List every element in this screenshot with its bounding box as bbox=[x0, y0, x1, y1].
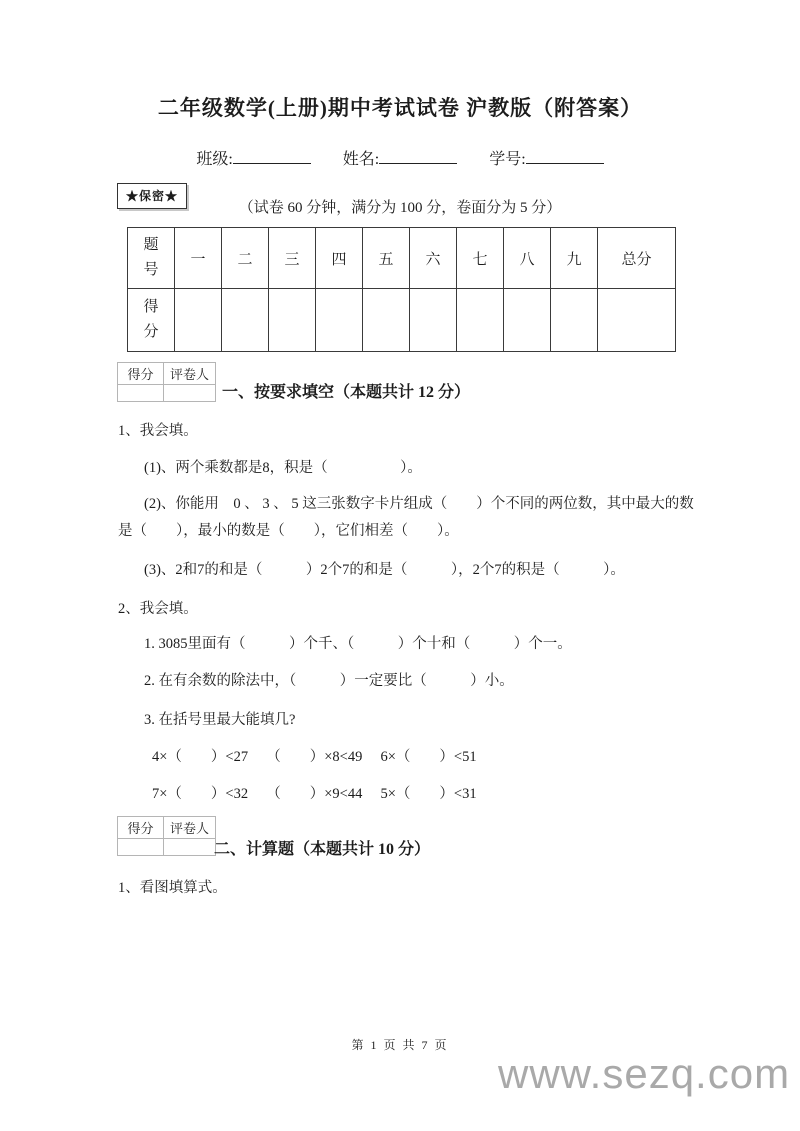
question-1-2-line1: (2)、你能用 0 、 3 、 5 这三张数字卡片组成（ ）个不同的两位数，其中最大的数 bbox=[144, 496, 694, 512]
score-table-header-cell: 四 bbox=[316, 228, 363, 289]
grader-score-label: 得分 bbox=[118, 817, 164, 839]
student-info-line bbox=[0, 146, 800, 169]
score-cell bbox=[598, 289, 676, 352]
id-blank bbox=[526, 148, 604, 164]
name-field bbox=[343, 146, 457, 169]
grader-box-section1 bbox=[117, 362, 216, 402]
confidential-badge: ★保密★ bbox=[117, 183, 187, 209]
question-1-2-line2: 是（ ），最小的数是（ ），它们相差（ ）。 bbox=[118, 523, 459, 539]
score-cell bbox=[316, 289, 363, 352]
grader-score-cell bbox=[118, 385, 164, 402]
section2-heading: 二、计算题（本题共计 10 分） bbox=[214, 841, 431, 858]
grader-person-label: 评卷人 bbox=[164, 363, 216, 385]
math-fill-row-2: 7×（ ）<32 （ ）×9<44 5×（ ）<31 bbox=[152, 786, 477, 802]
question-1-3: (3)、2和7的和是（ ）2个7的和是（ ），2个7的积是（ ）。 bbox=[144, 562, 625, 578]
name-label: 姓名: bbox=[342, 151, 380, 168]
class-field bbox=[196, 146, 310, 169]
score-table-total-cell: 总分 bbox=[598, 228, 676, 289]
score-table-header-cell: 二 bbox=[222, 228, 269, 289]
grader-person-label: 评卷人 bbox=[164, 817, 216, 839]
score-table-header-cell: 七 bbox=[457, 228, 504, 289]
class-blank bbox=[233, 148, 311, 164]
score-table-header-cell: 一 bbox=[175, 228, 222, 289]
question-2-3: 3. 在括号里最大能填几? bbox=[144, 712, 296, 728]
name-blank bbox=[379, 148, 457, 164]
page-number: 第 1 页 共 7 页 bbox=[351, 1038, 449, 1052]
question-2-2: 2. 在有余数的除法中，（ ）一定要比（ ）小。 bbox=[144, 673, 514, 689]
score-cell bbox=[410, 289, 457, 352]
score-table-header-row bbox=[128, 228, 676, 289]
score-table-corner-cell: 题号 bbox=[128, 228, 175, 289]
score-cell bbox=[175, 289, 222, 352]
page-title: 二年级数学(上册)期中考试试卷 沪教版（附答案） bbox=[157, 96, 643, 120]
score-summary-table bbox=[127, 227, 676, 352]
score-cell bbox=[457, 289, 504, 352]
question-2: 2、我会填。 bbox=[118, 601, 198, 617]
score-table-score-row bbox=[128, 289, 676, 352]
score-table-header-cell: 五 bbox=[363, 228, 410, 289]
score-cell bbox=[269, 289, 316, 352]
grader-person-cell bbox=[164, 385, 216, 402]
score-cell bbox=[222, 289, 269, 352]
class-label: 班级: bbox=[196, 151, 233, 168]
question-1-1: (1)、两个乘数都是8，积是（ ）。 bbox=[144, 460, 422, 476]
section1-heading: 一、按要求填空（本题共计 12 分） bbox=[222, 384, 471, 401]
score-cell bbox=[504, 289, 551, 352]
calc-question-1: 1、看图填算式。 bbox=[118, 880, 227, 896]
grader-score-cell bbox=[118, 839, 164, 856]
score-row-label-cell: 得分 bbox=[128, 289, 175, 352]
site-watermark: www.sezq.com bbox=[498, 1050, 791, 1097]
score-table-header-cell: 六 bbox=[410, 228, 457, 289]
score-cell bbox=[551, 289, 598, 352]
id-field bbox=[489, 146, 603, 169]
math-fill-row-1: 4×（ ）<27 （ ）×8<49 6×（ ）<51 bbox=[152, 749, 477, 765]
question-1: 1、我会填。 bbox=[118, 423, 198, 439]
score-table-header-cell: 八 bbox=[504, 228, 551, 289]
score-table-header-cell: 三 bbox=[269, 228, 316, 289]
grader-score-label: 得分 bbox=[118, 363, 164, 385]
exam-note: （试卷 60 分钟，满分为 100 分，卷面分为 5 分） bbox=[238, 200, 562, 216]
score-table-header-cell: 九 bbox=[551, 228, 598, 289]
grader-person-cell bbox=[164, 839, 216, 856]
score-cell bbox=[363, 289, 410, 352]
question-2-1: 1. 3085里面有（ ）个千、（ ）个十和（ ）个一。 bbox=[144, 636, 572, 652]
id-label: 学号: bbox=[489, 151, 526, 168]
grader-box-section2 bbox=[117, 816, 216, 856]
